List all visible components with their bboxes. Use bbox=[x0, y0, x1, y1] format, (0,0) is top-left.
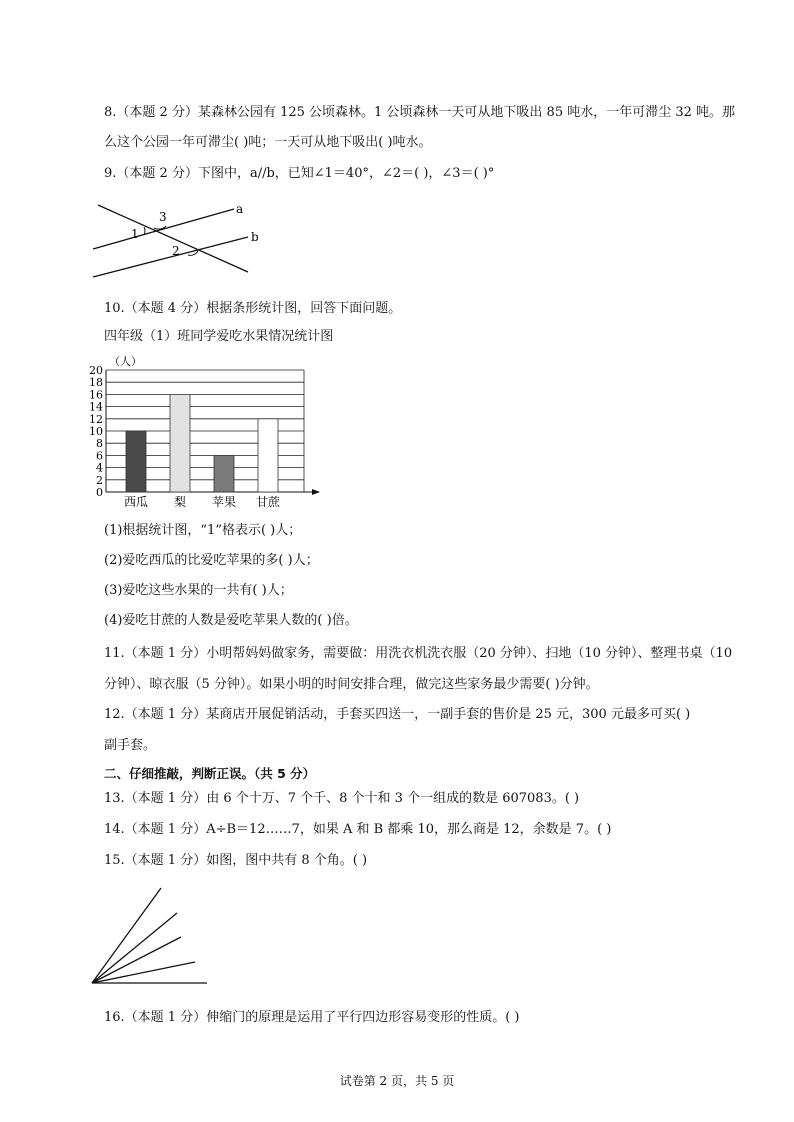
transversal bbox=[98, 205, 248, 272]
y-tick-label: 10 bbox=[89, 425, 103, 438]
y-tick-label: 12 bbox=[89, 412, 103, 426]
label-b: b bbox=[251, 230, 259, 244]
label-1: 1 bbox=[131, 227, 139, 241]
section-2-heading: 二、仔细推敲，判断正误。（共 5 分） bbox=[104, 766, 316, 781]
q15: 15.（本题 1 分）如图，图中共有 8 个角。( ) bbox=[104, 853, 368, 868]
bar-梨 bbox=[170, 394, 190, 492]
ray-4 bbox=[92, 962, 195, 983]
y-tick-label: 14 bbox=[89, 400, 103, 414]
angle-arc-1 bbox=[144, 227, 145, 235]
x-tick-label: 甘蔗 bbox=[255, 495, 281, 509]
q10-sub3: (3)爱吃这些水果的一共有( )人； bbox=[104, 583, 293, 598]
parallel-lines-figure bbox=[88, 195, 278, 285]
q10-text: 10.（本题 4 分）根据条形统计图，回答下面问题。 bbox=[104, 301, 402, 316]
y-tick-label: 4 bbox=[96, 461, 103, 475]
y-tick-label: 2 bbox=[96, 473, 103, 487]
q10-sub4: (4)爱吃甘蔗的人数是爱吃苹果人数的( )倍。 bbox=[104, 613, 358, 628]
x-tick-label: 西瓜 bbox=[123, 495, 149, 509]
q11-line2: 分钟）、晾衣服（5 分钟）。如果小明的时间安排合理，做完这些家务最少需要( )分钟。 bbox=[104, 677, 599, 692]
q11-line1: 11.（本题 1 分）小明帮妈妈做家务，需要做：用洗衣机洗衣服（20 分钟）、扫地（10 分钟）、整理书桌（10 bbox=[104, 646, 733, 661]
label-a: a bbox=[236, 202, 244, 216]
chart-title: 四年级（1）班同学爱吃水果情况统计图 bbox=[104, 329, 334, 344]
bar-西瓜 bbox=[126, 431, 146, 492]
y-tick-label: 0 bbox=[96, 486, 103, 499]
label-3: 3 bbox=[159, 210, 167, 224]
x-tick-label: 苹果 bbox=[211, 495, 237, 509]
y-tick-label: 18 bbox=[89, 376, 103, 390]
q14: 14.（本题 1 分）A÷B＝12……7，如果 A 和 B 都乘 10，那么商是 12，余数是 7。( ) bbox=[104, 822, 612, 837]
q9-text: 9.（本题 2 分）下图中，a//b，已知∠1＝40°，∠2＝( )，∠3＝( )° bbox=[104, 166, 495, 181]
x-axis-arrow bbox=[312, 489, 320, 495]
q10-sub1: (1)根据统计图，“1”格表示( )人； bbox=[104, 523, 302, 538]
q16: 16.（本题 1 分）伸缩门的原理是运用了平行四边形容易变形的性质。( ) bbox=[104, 1010, 520, 1025]
q12-line1: 12.（本题 1 分）某商店开展促销活动，手套买四送一，一副手套的售价是 25 元，300 元最多可买( ) bbox=[104, 707, 691, 722]
y-tick-label: 6 bbox=[96, 449, 103, 463]
q8-line2: 么这个公园一年可滞尘( )吨；一天可从地下吸出( )吨水。 bbox=[104, 135, 432, 150]
page-footer: 试卷第 2 页，共 5 页 bbox=[339, 1074, 455, 1088]
fruit-bar-chart bbox=[86, 350, 326, 510]
x-tick-label: 梨 bbox=[173, 495, 187, 509]
y-tick-label: 16 bbox=[89, 388, 103, 402]
angle-rays-figure bbox=[85, 882, 215, 987]
q12-line2: 副手套。 bbox=[104, 738, 157, 753]
ray-3 bbox=[92, 937, 181, 983]
y-tick-label: 20 bbox=[89, 364, 103, 377]
y-axis-label: （人） bbox=[109, 355, 142, 368]
q13: 13.（本题 1 分）由 6 个十万、7 个千、8 个十和 3 个一组成的数是 607083。( ) bbox=[104, 791, 580, 806]
label-2: 2 bbox=[172, 244, 180, 258]
q10-sub2: (2)爱吃西瓜的比爱吃苹果的多( )人； bbox=[104, 553, 319, 568]
bar-甘蔗 bbox=[258, 419, 278, 492]
bar-苹果 bbox=[214, 455, 234, 492]
y-tick-label: 8 bbox=[96, 437, 103, 451]
q8-line1: 8.（本题 2 分）某森林公园有 125 公顷森林。1 公顷森林一天可从地下吸出 85 吨水，一年可滞尘 32 吨。那 bbox=[104, 105, 736, 120]
